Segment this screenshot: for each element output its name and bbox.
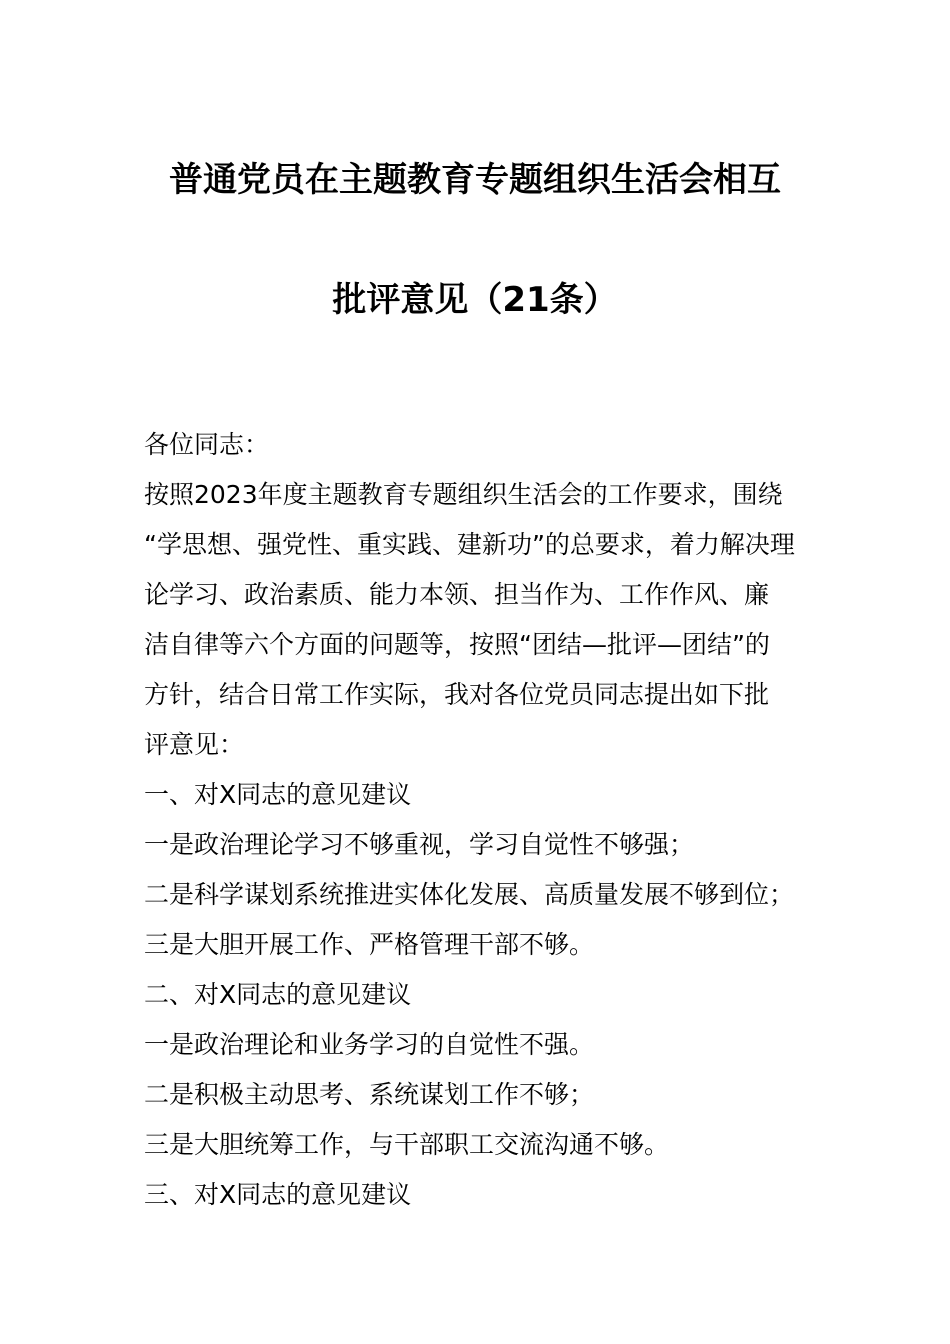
document-title-line-1: 普通党员在主题教育专题组织生活会相互	[169, 160, 781, 200]
intro-paragraph-line: “学思想、强党性、重实践、建新功”的总要求，着力解决理	[144, 530, 795, 559]
intro-paragraph-line: 洁自律等六个方面的问题等，按照“团结—批评—团结”的	[144, 630, 770, 659]
document-title-line-2: 批评意见（21条）	[332, 280, 618, 320]
document-body	[144, 420, 824, 1220]
intro-paragraph-line: 按照2023年度主题教育专题组织生活会的工作要求，围绕	[144, 480, 783, 509]
section-heading: 一、对X同志的意见建议	[144, 780, 412, 809]
intro-paragraph-line: 评意见：	[144, 730, 245, 759]
list-item: 三是大胆开展工作、严格管理干部不够。	[144, 930, 595, 959]
list-item: 二是积极主动思考、系统谋划工作不够；	[144, 1080, 595, 1109]
intro-paragraph-line: 方针，结合日常工作实际，我对各位党员同志提出如下批	[144, 680, 770, 709]
section-heading: 二、对X同志的意见建议	[144, 980, 412, 1009]
intro-paragraph-line: 论学习、政治素质、能力本领、担当作为、工作作风、廉	[144, 580, 770, 609]
list-item: 二是科学谋划系统推进实体化发展、高质量发展不够到位；	[144, 880, 795, 909]
list-item: 一是政治理论和业务学习的自觉性不强。	[144, 1030, 595, 1059]
salutation: 各位同志：	[144, 430, 270, 459]
list-item: 一是政治理论学习不够重视，学习自觉性不够强；	[144, 830, 695, 859]
section-heading: 三、对X同志的意见建议	[144, 1180, 412, 1209]
list-item: 三是大胆统筹工作，与干部职工交流沟通不够。	[144, 1130, 670, 1159]
